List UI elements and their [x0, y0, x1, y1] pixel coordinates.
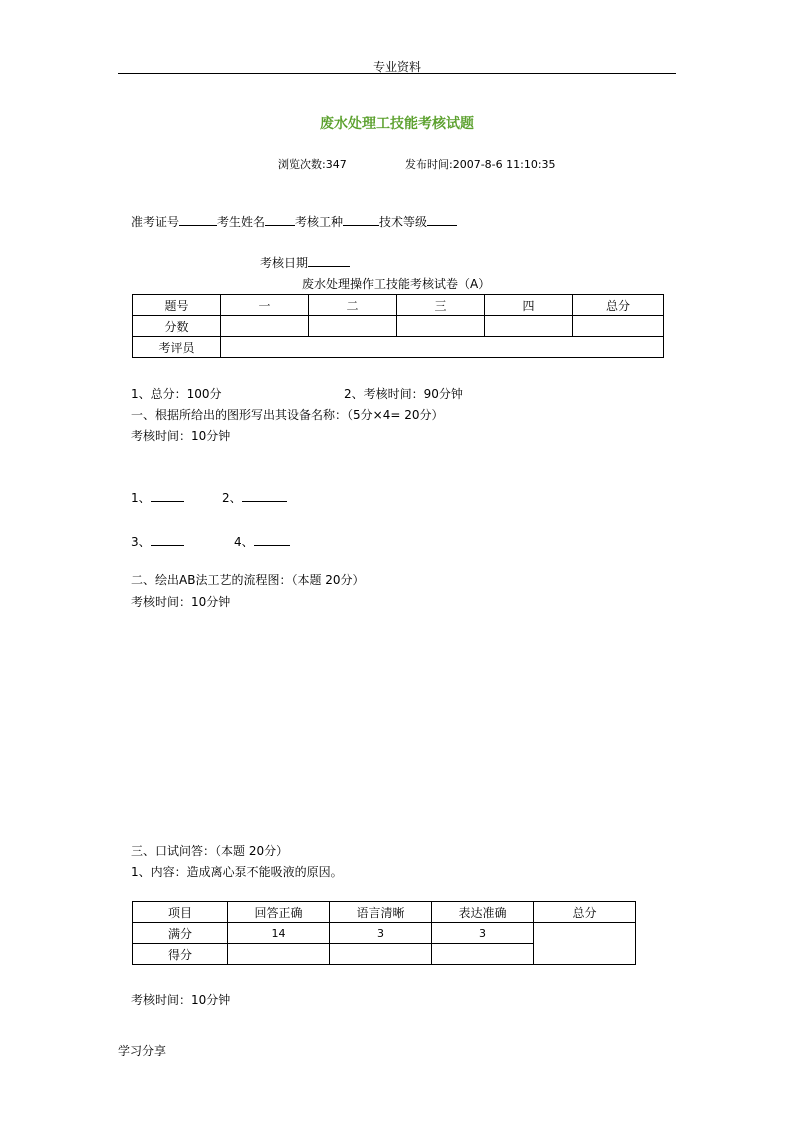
- view-count: 浏览次数:347: [278, 158, 347, 171]
- score-header-cell: 四: [485, 295, 573, 316]
- page-footer: 学习分享: [118, 1044, 167, 1058]
- table-row: [133, 923, 636, 944]
- paper-title: 废水处理操作工技能考核试卷（A）: [302, 277, 491, 291]
- question-1-heading: 一、根据所给出的图形写出其设备名称：（5分×4= 20分）: [131, 408, 444, 422]
- level-label: 技术等级: [379, 215, 428, 229]
- table-row: [133, 295, 664, 316]
- answer-blank-3: [131, 533, 184, 550]
- examiner-cell: [221, 337, 664, 358]
- score-header-cell: 总分: [573, 295, 664, 316]
- document-title: 废水处理工技能考核试题: [320, 116, 474, 132]
- got-score-cell: [432, 944, 534, 965]
- score-cell: [397, 316, 485, 337]
- name-blank: [265, 213, 295, 226]
- question-2-time: 考核时间：10分钟: [131, 595, 231, 609]
- blank-line: [254, 533, 290, 546]
- total-score-info: 1、总分：100分: [131, 387, 222, 401]
- score-cell: [221, 316, 309, 337]
- question-3-time: 考核时间：10分钟: [131, 993, 231, 1007]
- oral-header-cell: 回答正确: [228, 902, 330, 923]
- score-cell: [573, 316, 664, 337]
- score-header-cell: 三: [397, 295, 485, 316]
- exam-date-label: 考核日期: [260, 256, 309, 270]
- exam-date-blank: [308, 254, 350, 267]
- score-cell: [485, 316, 573, 337]
- question-2-heading: 二、绘出AB法工艺的流程图：（本题 20分）: [131, 573, 365, 587]
- answer-blank-2: [222, 489, 287, 506]
- full-score-cell: 14: [228, 923, 330, 944]
- header-divider: [118, 73, 676, 74]
- score-table: [132, 294, 664, 358]
- blank-label: 2、: [222, 491, 242, 505]
- question-1-time: 考核时间：10分钟: [131, 429, 231, 443]
- full-score-cell: 3: [330, 923, 432, 944]
- answer-blank-4: [234, 533, 290, 550]
- full-score-label: 满分: [133, 923, 228, 944]
- exam-id-label: 准考证号: [131, 215, 180, 229]
- answer-blank-1: [131, 489, 184, 506]
- question-3-heading: 三、口试问答：（本题 20分）: [131, 844, 289, 858]
- got-score-cell: [228, 944, 330, 965]
- score-row-label: 分数: [133, 316, 221, 337]
- score-cell: [309, 316, 397, 337]
- oral-header-cell: 语言清晰: [330, 902, 432, 923]
- page-header: 专业资料: [372, 60, 421, 74]
- score-header-cell: 题号: [133, 295, 221, 316]
- table-row: [133, 316, 664, 337]
- exam-id-blank: [179, 213, 217, 226]
- blank-line: [151, 489, 184, 502]
- job-blank: [343, 213, 379, 226]
- candidate-fields: [131, 213, 457, 230]
- table-row: [133, 902, 636, 923]
- oral-header-cell: 项目: [133, 902, 228, 923]
- blank-label: 1、: [131, 491, 151, 505]
- blank-line: [242, 489, 287, 502]
- exam-time-info: 2、考核时间：90分钟: [344, 387, 463, 401]
- score-header-cell: 一: [221, 295, 309, 316]
- oral-score-table: [132, 901, 636, 965]
- got-score-cell: [330, 944, 432, 965]
- level-blank: [427, 213, 457, 226]
- name-label: 考生姓名: [217, 215, 266, 229]
- blank-label: 4、: [234, 535, 254, 549]
- full-score-cell: 3: [432, 923, 534, 944]
- got-score-label: 得分: [133, 944, 228, 965]
- question-3-content: 1、内容：造成离心泵不能吸液的原因。: [131, 865, 343, 879]
- oral-total-cell: [534, 923, 636, 965]
- oral-header-cell: 表达准确: [432, 902, 534, 923]
- score-header-cell: 二: [309, 295, 397, 316]
- table-row: [133, 337, 664, 358]
- examiner-label: 考评员: [133, 337, 221, 358]
- oral-header-cell: 总分: [534, 902, 636, 923]
- blank-label: 3、: [131, 535, 151, 549]
- job-label: 考核工种: [295, 215, 344, 229]
- blank-line: [151, 533, 184, 546]
- exam-date: [260, 254, 350, 271]
- publish-time: 发布时间:2007-8-6 11:10:35: [405, 158, 556, 171]
